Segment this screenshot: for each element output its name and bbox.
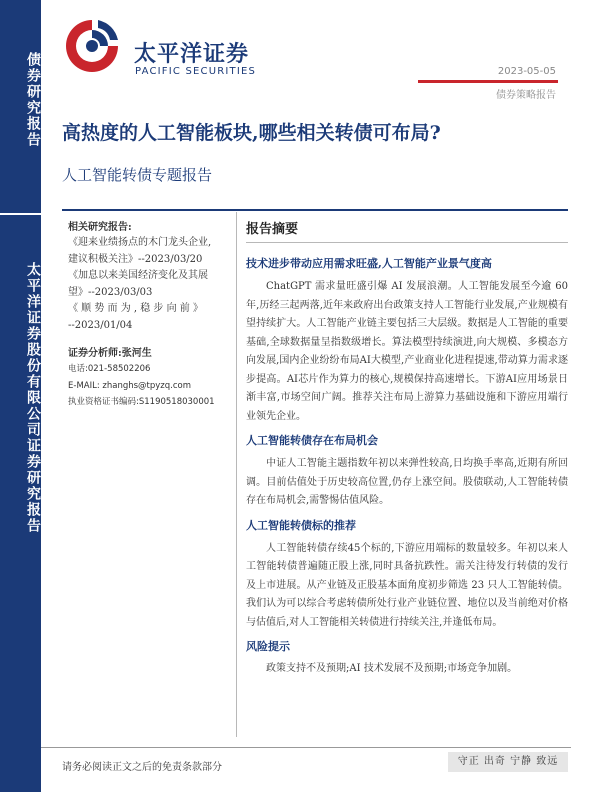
brand-name-en: PACIFIC SECURITIES — [135, 66, 257, 77]
footer-divider — [41, 747, 571, 748]
section-title: 人工智能转债标的推荐 — [246, 518, 356, 532]
footer-disclaimer: 请务必阅读正文之后的免责条款部分 — [62, 762, 222, 773]
analyst-phone: 电话:021-58502206 — [68, 364, 151, 374]
report-title: 高热度的人工智能板块,哪些相关转债可布局? — [62, 122, 441, 144]
section-title: 人工智能转债存在布局机会 — [246, 434, 378, 447]
report-date: 2023-05-05 — [497, 66, 556, 77]
analyst-email[interactable]: E-MAIL: zhanghs@tpyzq.com — [68, 380, 192, 391]
sidebar — [0, 0, 41, 792]
pacific-securities-logo-icon — [62, 16, 122, 76]
summary-heading: 报告摘要 — [246, 222, 299, 237]
related-research-line[interactable]: --2023/01/04 — [68, 319, 133, 331]
footer-motto: 守正 出奇 宁静 致远 — [448, 752, 568, 772]
section-paragraph: 中证人工智能主题指数年初以来弹性较高,日均换手率高,近期有所回调。目前估值处于历史较高位置,仍存上涨空间。股债联动,人工智能转债存在布局机会,需警惕估值风险。 — [246, 458, 568, 506]
column-divider — [236, 212, 237, 737]
risk-title: 风险提示 — [246, 640, 290, 653]
related-research-line[interactable]: 《加息以来美国经济变化及其展 — [68, 270, 208, 281]
left-column — [68, 218, 228, 411]
summary-column — [246, 218, 568, 685]
related-research-line[interactable]: 《迎来业绩扬点的木门龙头企业, — [68, 237, 212, 248]
section-title: 技术进步带动应用需求旺盛,人工智能产业景气度高 — [246, 257, 492, 270]
summary-divider — [246, 242, 568, 243]
related-research-line[interactable]: 建议积极关注》--2023/03/20 — [68, 253, 203, 265]
section-paragraph: 人工智能转债存续45个标的,下游应用端标的数量较多。年初以来人工智能转债普遍随正股上涨,同时具备抗跌性。需关注待发行转债的发行及上市进展。从产业链及正股基本面角度初步筛选 23 只人工智能转债。我们认为可以综合考虑转债所处行业产业链位置、地位以及当前绝对价格与估值后,对人工智能相关转债进行持续关注,并逢低布局。 — [246, 542, 568, 628]
sidebar-top-text: 债券研究报告 — [25, 52, 41, 148]
analyst-heading: 证券分析师:张河生 — [68, 348, 152, 359]
header-accent-line — [418, 80, 558, 83]
risk-paragraph: 政策支持不及预期;AI 技术发展不及预期;市场竞争加剧。 — [266, 663, 518, 674]
title-divider — [62, 209, 568, 211]
report-category: 债券策略报告 — [496, 90, 556, 101]
related-research-line[interactable]: 《 顺 势 而 为 , 稳 步 向 前 》 — [68, 303, 203, 314]
brand-name-cn: 太平洋证券 — [134, 42, 250, 67]
sidebar-divider — [0, 213, 41, 215]
analyst-license: 执业资格证书编码:S1190518030001 — [68, 397, 215, 407]
sidebar-bottom-text: 太平洋证券股份有限公司证券研究报告 — [25, 262, 41, 534]
related-research-line[interactable]: 望》--2023/03/03 — [68, 286, 153, 298]
section-paragraph: ChatGPT 需求量旺盛引爆 AI 发展浪潮。人工智能发展至今逾 60 年,历经三起两落,近年来政府出台政策支持人工智能行业发展,产业规模有望持续扩大。人工智能产业链主要包括三大层级。数据是人工智能的重要基础,全球数据量呈指数级增长。算法模型持续演进,向大规模、多模态方向发展,国内企业纷纷布局AI大模型,产业商业化进程提速,带动算力需求逐步提高。AI芯片作为算力的核心,规模保持高速增长。下游AI应用场景日渐丰富,市场空间广阔。推荐关注布局上游算力基础设施和下游应用端行业领先企业。 — [246, 281, 568, 422]
related-research-heading: 相关研究报告: — [68, 222, 132, 233]
report-subtitle: 人工智能转债专题报告 — [62, 166, 213, 184]
